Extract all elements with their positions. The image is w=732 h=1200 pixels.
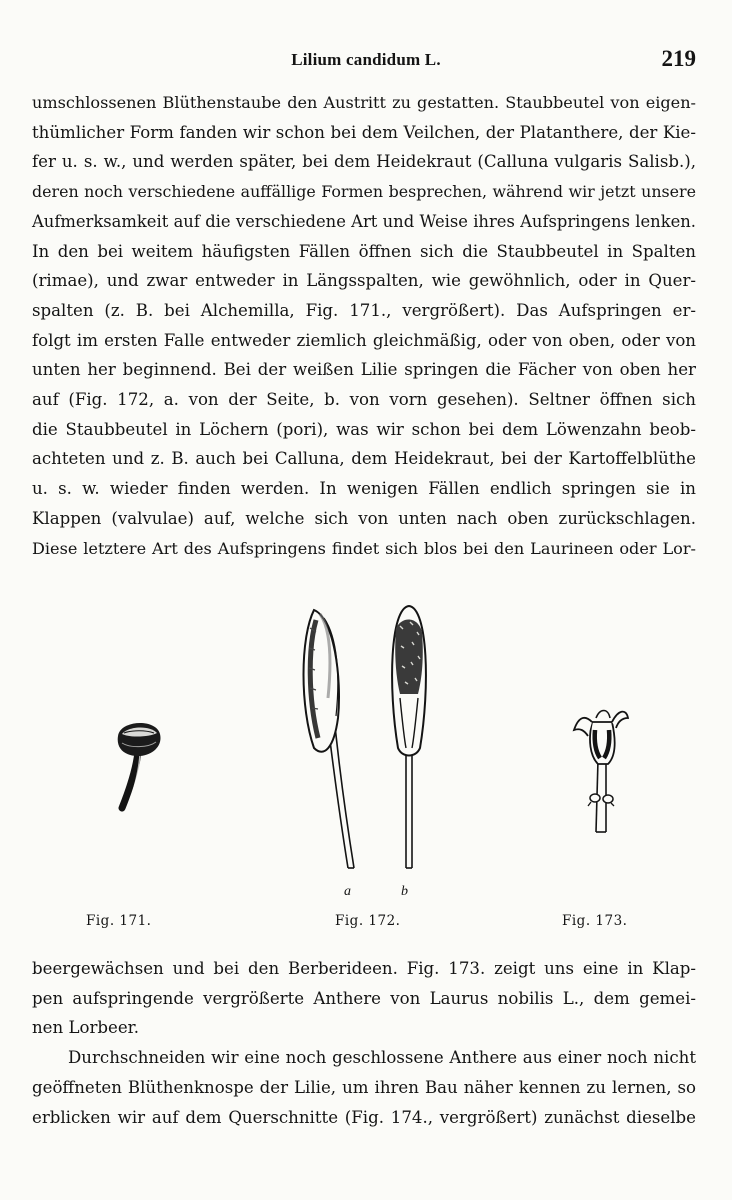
figure-172-label-a: a bbox=[344, 884, 351, 899]
text-line: thümlicher Form fanden wir schon bei dem Veilchen, der Platanthere, der Kie- bbox=[32, 122, 696, 142]
text-line: Klappen (valvulae) auf, welche sich von unten nach oben zurückschlagen. bbox=[32, 508, 696, 528]
text-line: die Staubbeutel in Löchern (pori), was wir schon bei dem Löwenzahn beob- bbox=[32, 419, 696, 439]
alchemilla-anther-illustration bbox=[108, 712, 178, 812]
text-line: fer u. s. w., und werden später, bei dem Heidekraut (Calluna vulgaris Salisb.), bbox=[32, 152, 696, 172]
running-title: Lilium candidum L. bbox=[291, 50, 441, 69]
text-line: Diese letztere Art des Aufspringens findet sich blos bei den Laurineen oder Lor- bbox=[32, 538, 696, 558]
text-line: umschlossenen Blüthenstaube den Austritt zu gestatten. Staubbeutel von eigen- bbox=[32, 93, 696, 112]
figure-173-caption: Fig. 173. bbox=[562, 913, 628, 929]
figure-172-caption: Fig. 172. bbox=[335, 913, 401, 929]
figure-173 bbox=[570, 700, 640, 840]
text-line: nen Lorbeer. bbox=[32, 1018, 140, 1038]
text-block-1 bbox=[32, 88, 696, 563]
text-line: folgt im ersten Falle entweder ziemlich gleichmäßig, oder von oben, oder von bbox=[32, 330, 696, 350]
text-line: auf (Fig. 172, a. von der Seite, b. von vorn gesehen). Seltner öffnen sich bbox=[32, 390, 696, 410]
figure-172 bbox=[290, 598, 450, 878]
text-line: In den bei weitem häufigsten Fällen öffnen sich die Staubbeutel in Spalten bbox=[32, 241, 696, 261]
text-line: erblicken wir auf dem Querschnitte (Fig. 174., vergrößert) zunächst dieselbe bbox=[32, 1107, 696, 1127]
text-line: Aufmerksamkeit auf die verschiedene Art und Weise ihres Aufspringens lenken. bbox=[32, 211, 696, 231]
text-line: unten her beginnend. Bei der weißen Lilie springen die Fächer von oben her bbox=[32, 360, 696, 380]
text-line: Durchschneiden wir eine noch geschlossene Anthere aus einer noch nicht bbox=[68, 1048, 696, 1068]
text-line: geöffneten Blüthenknospe der Lilie, um ihren Bau näher kennen zu lernen, so bbox=[32, 1077, 696, 1097]
text-line: spalten (z. B. bei Alchemilla, Fig. 171., vergrößert). Das Aufspringen er- bbox=[32, 300, 696, 320]
figure-171-caption: Fig. 171. bbox=[86, 913, 152, 929]
figure-172-label-b: b bbox=[401, 884, 408, 899]
text-line: (rimae), und zwar entweder in Längsspalten, wie gewöhnlich, oder in Quer- bbox=[32, 271, 696, 291]
figure-171 bbox=[108, 712, 178, 812]
page-header bbox=[32, 46, 700, 76]
text-line: pen aufspringende vergrößerte Anthere von Laurus nobilis L., dem gemei- bbox=[32, 988, 696, 1008]
laurus-anther-illustration bbox=[570, 700, 640, 840]
text-line: u. s. w. wieder finden werden. In wenigen Fällen endlich springen sie in bbox=[32, 479, 696, 499]
lily-anther-illustration bbox=[290, 598, 450, 878]
text-block-2 bbox=[32, 954, 696, 1132]
text-line: achteten und z. B. auch bei Calluna, dem Heidekraut, bei der Kartoffelblüthe bbox=[32, 449, 696, 469]
text-line: deren noch verschiedene auffällige Formen besprechen, während wir jetzt unsere bbox=[32, 182, 696, 202]
page-number: 219 bbox=[661, 46, 696, 71]
text-line: beergewächsen und bei den Berberideen. Fig. 173. zeigt uns eine in Klap- bbox=[32, 959, 696, 978]
